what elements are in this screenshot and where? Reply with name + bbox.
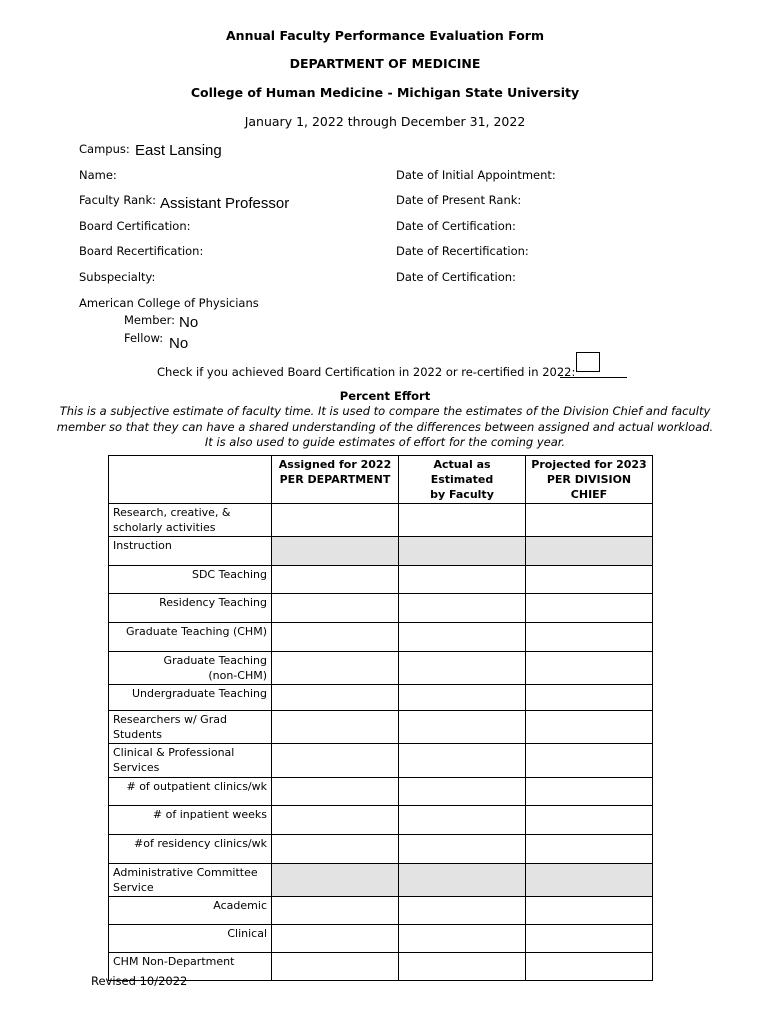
fellow-field[interactable]: No (169, 335, 189, 352)
row-label: # of outpatient clinics/wk (109, 778, 272, 806)
table-row (109, 778, 653, 806)
table-row (109, 835, 653, 864)
row-label: Clinical & Professional Services (109, 744, 272, 778)
member-label: Member: (124, 313, 175, 327)
assigned-cell[interactable] (272, 897, 399, 925)
projected-cell[interactable] (526, 778, 653, 806)
assigned-cell[interactable] (272, 744, 399, 778)
row-label: CHM Non-Department (109, 953, 272, 981)
projected-cell[interactable] (526, 897, 653, 925)
row-label: Residency Teaching (109, 594, 272, 623)
date-certification-label: Date of Certification: (396, 219, 516, 233)
assigned-cell (272, 864, 399, 897)
college-title: College of Human Medicine - Michigan State University (190, 85, 580, 100)
assigned-cell[interactable] (272, 566, 399, 594)
assigned-cell (272, 537, 399, 566)
table-row (109, 744, 653, 778)
assigned-cell[interactable] (272, 711, 399, 744)
projected-cell[interactable] (526, 652, 653, 685)
projected-cell[interactable] (526, 744, 653, 778)
member-field[interactable]: No (179, 314, 199, 331)
effort-description-line-3: It is also used to guide estimates of effort for the coming year. (204, 435, 566, 449)
actual-cell[interactable] (399, 953, 526, 981)
projected-cell[interactable] (526, 953, 653, 981)
campus-field[interactable]: East Lansing (135, 142, 222, 159)
certification-check-text: Check if you achieved Board Certification in 2022 or re-certified in 2022: (157, 365, 576, 379)
assigned-cell[interactable] (272, 594, 399, 623)
actual-cell (399, 537, 526, 566)
table-row (109, 806, 653, 835)
table-row (109, 623, 653, 652)
row-label: Clinical (109, 925, 272, 953)
name-label: Name: (79, 168, 117, 182)
effort-description-line-1: This is a subjective estimate of faculty time. It is used to compare the estimates of the Division Chief and faculty (59, 404, 711, 418)
row-label: SDC Teaching (109, 566, 272, 594)
percent-effort-heading: Percent Effort (339, 389, 431, 403)
table-row (109, 897, 653, 925)
projected-cell[interactable] (526, 685, 653, 711)
table-row (109, 504, 653, 537)
row-label: # of inpatient weeks (109, 806, 272, 835)
actual-cell[interactable] (399, 925, 526, 953)
assigned-cell[interactable] (272, 835, 399, 864)
assigned-cell[interactable] (272, 925, 399, 953)
row-label: Academic (109, 897, 272, 925)
certification-checkbox[interactable] (576, 352, 600, 372)
actual-cell[interactable] (399, 897, 526, 925)
projected-cell[interactable] (526, 806, 653, 835)
projected-cell[interactable] (526, 623, 653, 652)
column-header-actual: Actual as Estimated by Faculty (399, 456, 526, 504)
column-header-assigned: Assigned for 2022 PER DEPARTMENT (272, 456, 399, 504)
projected-cell[interactable] (526, 925, 653, 953)
projected-cell[interactable] (526, 566, 653, 594)
department-title: DEPARTMENT OF MEDICINE (289, 56, 481, 71)
projected-cell (526, 537, 653, 566)
column-header-projected: Projected for 2023 PER DIVISION CHIEF (526, 456, 653, 504)
header-blank-cell (109, 456, 272, 504)
row-label: Research, creative, & scholarly activities (109, 504, 272, 537)
percent-effort-table (108, 455, 653, 981)
actual-cell[interactable] (399, 685, 526, 711)
table-row (109, 925, 653, 953)
form-title: Annual Faculty Performance Evaluation Form (226, 28, 544, 43)
row-label: #of residency clinics/wk (109, 835, 272, 864)
actual-cell[interactable] (399, 504, 526, 537)
row-label: Undergraduate Teaching (109, 685, 272, 711)
table-row (109, 864, 653, 897)
actual-cell[interactable] (399, 806, 526, 835)
assigned-cell[interactable] (272, 778, 399, 806)
assigned-cell[interactable] (272, 953, 399, 981)
projected-cell[interactable] (526, 594, 653, 623)
projected-cell[interactable] (526, 504, 653, 537)
actual-cell[interactable] (399, 744, 526, 778)
checkbox-underline (560, 377, 627, 378)
assigned-cell[interactable] (272, 806, 399, 835)
actual-cell[interactable] (399, 623, 526, 652)
actual-cell[interactable] (399, 835, 526, 864)
row-label: Graduate Teaching (CHM) (109, 623, 272, 652)
date-recertification-label: Date of Recertification: (396, 244, 529, 258)
assigned-cell[interactable] (272, 504, 399, 537)
table-row (109, 537, 653, 566)
actual-cell[interactable] (399, 652, 526, 685)
table-row (109, 652, 653, 685)
actual-cell (399, 864, 526, 897)
actual-cell[interactable] (399, 566, 526, 594)
row-label: Instruction (109, 537, 272, 566)
actual-cell[interactable] (399, 711, 526, 744)
fellow-label: Fellow: (124, 331, 164, 345)
projected-cell (526, 864, 653, 897)
row-label: Administrative Committee Service (109, 864, 272, 897)
assigned-cell[interactable] (272, 652, 399, 685)
initial-appointment-label: Date of Initial Appointment: (396, 168, 556, 182)
row-label: Graduate Teaching (non-CHM) (109, 652, 272, 685)
table-row (109, 594, 653, 623)
assigned-cell[interactable] (272, 623, 399, 652)
revised-note: Revised 10/2022 (91, 974, 188, 988)
effort-description-line-2: member so that they can have a shared understanding of the differences between assigned and actual workload. (56, 420, 714, 434)
table-row (109, 685, 653, 711)
faculty-rank-label: Faculty Rank: (79, 193, 156, 207)
board-recertification-label: Board Recertification: (79, 244, 204, 258)
table-row (109, 566, 653, 594)
projected-cell[interactable] (526, 835, 653, 864)
table-row (109, 711, 653, 744)
subspecialty-date-certification-label: Date of Certification: (396, 270, 516, 284)
present-rank-label: Date of Present Rank: (396, 193, 522, 207)
faculty-rank-field[interactable]: Assistant Professor (160, 195, 290, 212)
board-certification-label: Board Certification: (79, 219, 191, 233)
subspecialty-label: Subspecialty: (79, 270, 156, 284)
campus-label: Campus: (79, 142, 130, 156)
actual-cell[interactable] (399, 594, 526, 623)
row-label: Researchers w/ Grad Students (109, 711, 272, 744)
projected-cell[interactable] (526, 711, 653, 744)
table-row (109, 953, 653, 981)
acp-label: American College of Physicians (79, 296, 259, 310)
actual-cell[interactable] (399, 778, 526, 806)
evaluation-period: January 1, 2022 through December 31, 2022 (244, 114, 526, 129)
table-header-row (109, 456, 653, 504)
assigned-cell[interactable] (272, 685, 399, 711)
